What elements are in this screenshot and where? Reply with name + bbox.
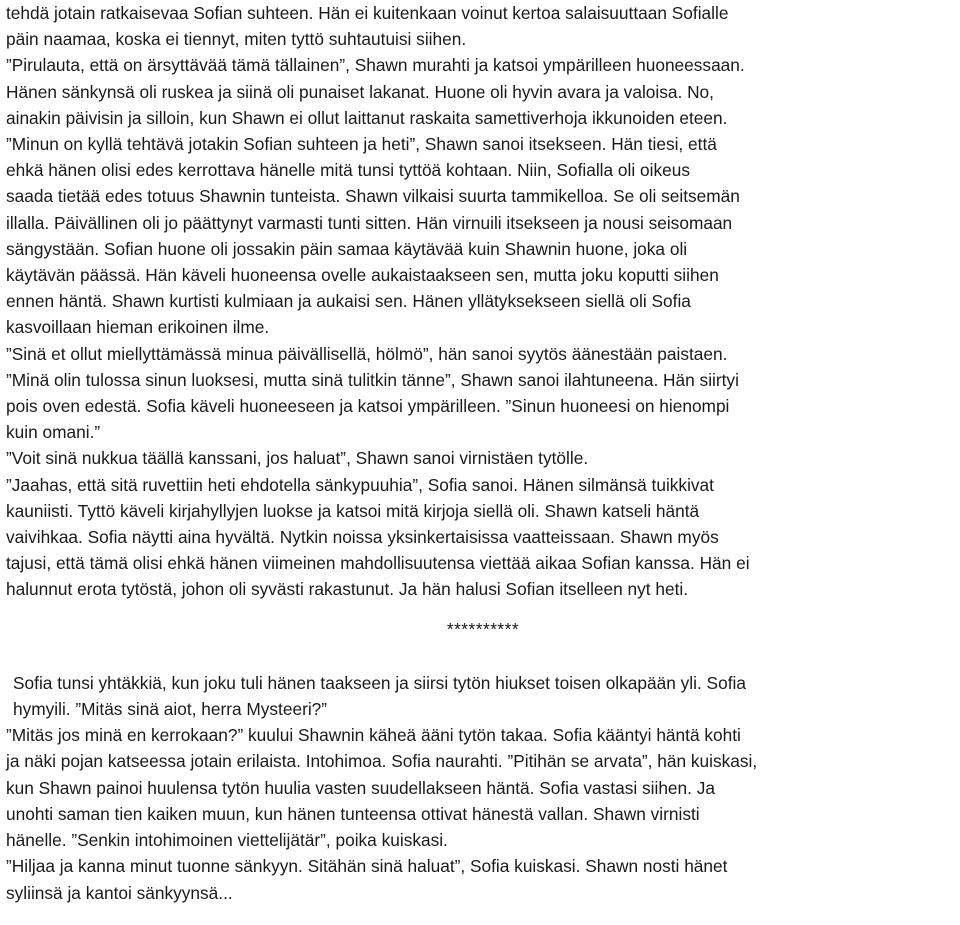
paragraph: tehdä jotain ratkaisevaa Sofian suhteen. Hän ei kuitenkaan voinut kertoa salaisuuttaan Sofialle päin naamaa, koska ei tiennyt, miten tyttö suhtautuisi siihen. bbox=[6, 3, 729, 50]
paragraph: ”Jaahas, että sitä ruvettiin heti ehdotella sänkypuuhia”, Sofia sanoi. Hänen silmänsä tuikkivat kauniisti. Tyttö käveli kirjahyllyjen luokse ja katsoi mitä kirjoja siellä oli. Shawn katseli häntä vaivihkaa. Sofia näytti aina hyvältä. Nytkin noissa yksinkertaisissa vaatteissaan. Shawn myös tajusi, että tämä olisi ehkä hänen viimeinen mahdollisuutensa viettää aikaa Sofian kanssa. Hän ei halunnut erota tytöstä, johon oli syvästi rakastunut. Ja hän halusi Sofian itselleen nyt heti. bbox=[6, 474, 750, 600]
paragraph: Sofia tunsi yhtäkkiä, kun joku tuli hänen taakseen ja siirsi tytön hiukset toisen olkapään yli. Sofia hymyili. ”Mitäs sinä aiot, herra Mysteeri?” bbox=[13, 672, 746, 720]
paragraph: ”Sinä et ollut miellyttämässä minua päivällisellä, hölmö”, hän sanoi syytös äänestään paistaen. bbox=[6, 343, 728, 364]
chapter-text-part1 bbox=[6, 0, 956, 603]
paragraph: ”Hiljaa ja kanna minut tuonne sänkyyn. Sitähän sinä haluat”, Sofia kuiskasi. Shawn nosti hänet syliinsä ja kantoi sänkyynsä... bbox=[6, 856, 728, 903]
paragraph: ”Pirulauta, että on ärsyttävää tämä tällainen”, Shawn murahti ja katsoi ympärilleen huoneessaan. Hänen sänkynsä oli ruskea ja siinä oli punaiset lakanat. Huone oli hyvin avara ja valoisa. No, ainakin päivisin ja silloin, kun Shawn ei ollut laittanut raskaita samettiverhoja ikkunoiden eteen. bbox=[6, 55, 745, 128]
chapter-text-part2 bbox=[6, 670, 956, 906]
document-page bbox=[6, 0, 956, 906]
paragraph: ”Voit sinä nukkua täällä kanssani, jos haluat”, Shawn sanoi virnistäen tytölle. bbox=[6, 448, 589, 469]
section-separator bbox=[6, 616, 956, 642]
paragraph: ”Minä olin tulossa sinun luoksesi, mutta sinä tulitkin tänne”, Shawn sanoi ilahtuneena. Hän siirtyi pois oven edestä. Sofia käveli huoneeseen ja katsoi ympärilleen. ”Sinun huoneesi on hienompi kuin omani.” bbox=[6, 369, 739, 443]
paragraph: ”Minun on kyllä tehtävä jotakin Sofian suhteen ja heti”, Shawn sanoi itsekseen. Hän tiesi, että ehkä hänen olisi edes kerrottava hänelle mitä tunsi tyttöä kohtaan. Niin, Sofialla oli oikeus saada tietää edes totuus Shawnin tunteista. Shawn vilkaisi suurta tammikelloa. Se oli seitsemän illalla. Päivällinen oli jo päättynyt varmasti tunti sitten. Hän virnuili itsekseen ja nousi seisomaan sängystään. Sofian huone oli jossakin päin samaa käytävää kuin Shawnin huone, joka oli käytävän päässä. Hän käveli huoneensa ovelle aukaistaakseen sen, mutta joku koputti siihen ennen häntä. Shawn kurtisti kulmiaan ja aukaisi sen. Hänen yllätyksekseen siellä oli Sofia kasvoillaan hieman erikoinen ilme. bbox=[6, 134, 740, 338]
separator-text: ********** bbox=[446, 618, 520, 639]
paragraph: ”Mitäs jos minä en kerrokaan?” kuului Shawnin käheä ääni tytön takaa. Sofia kääntyi häntä kohti ja näki pojan katseessa jotain erilaista. Intohimoa. Sofia naurahti. ”Pitihän se arvata”, hän kuiskasi, kun Shawn painoi huulensa tytön huulia vasten suudellakseen häntä. Sofia vastasi siihen. Ja unohti saman tien kaiken muun, kun hänen tunteensa ottivat hänestä vallan. Shawn virnisti hänelle. ”Senkin intohimoinen viettelijätär”, poika kuiskasi. bbox=[6, 725, 758, 851]
